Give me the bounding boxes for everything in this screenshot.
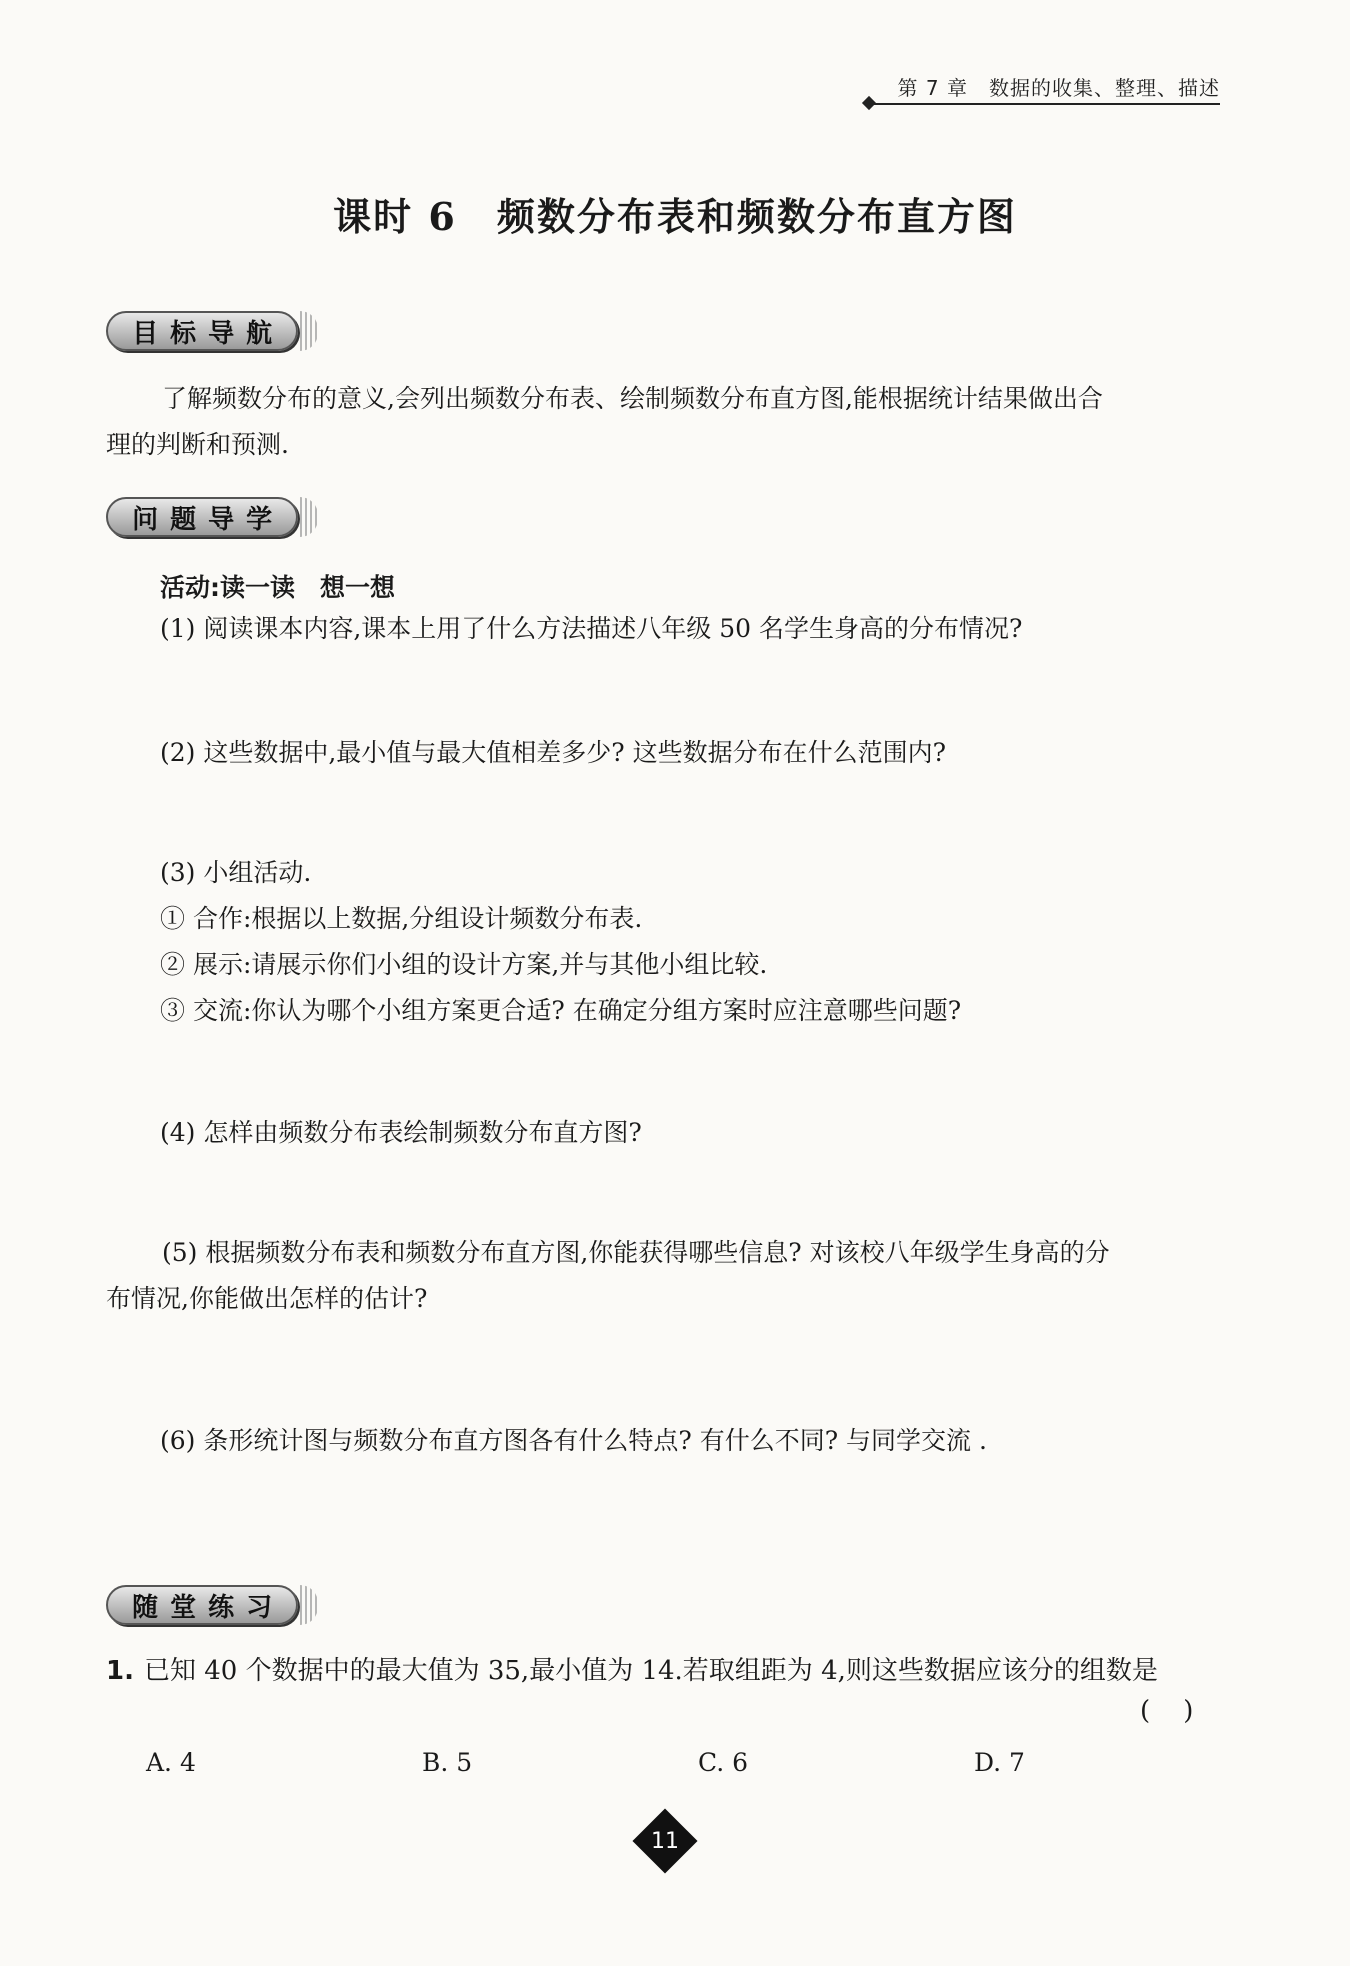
section-badge-guide bbox=[106, 494, 318, 540]
diamond-icon bbox=[862, 96, 876, 110]
exercise-1 bbox=[106, 1650, 1158, 1687]
question-2: (2) 这些数据中,最小值与最大值相差多少? 这些数据分布在什么范围内? bbox=[160, 738, 947, 767]
activity-heading: 活动:读一读 想一想 bbox=[160, 573, 395, 602]
section-label-guide: 问题导学 bbox=[106, 497, 298, 537]
section-badge-practice bbox=[106, 1582, 318, 1628]
question-3c: ③ 交流:你认为哪个小组方案更合适? 在确定分组方案时应注意哪些问题? bbox=[160, 996, 962, 1025]
section-label-goal: 目标导航 bbox=[106, 311, 298, 351]
exercise-text: 已知 40 个数据中的最大值为 35,最小值为 14.若取组距为 4,则这些数据应该分的组数是 bbox=[143, 1656, 1158, 1686]
badge-stripes bbox=[300, 497, 318, 537]
question-1: (1) 阅读课本内容,课本上用了什么方法描述八年级 50 名学生身高的分布情况? bbox=[160, 614, 1023, 643]
chapter-title: 第 7 章 数据的收集、整理、描述 bbox=[897, 76, 1220, 100]
goal-text-line-1: 了解频数分布的意义,会列出频数分布表、绘制频数分布直方图,能根据统计结果做出合 bbox=[162, 384, 1103, 413]
question-3a: ① 合作:根据以上数据,分组设计频数分布表. bbox=[160, 904, 643, 933]
chapter-header bbox=[870, 70, 1220, 104]
question-3b: ② 展示:请展示你们小组的设计方案,并与其他小组比较. bbox=[160, 950, 768, 979]
option-d: D. 7 bbox=[974, 1748, 1025, 1777]
goal-text-line-2: 理的判断和预测. bbox=[106, 430, 289, 459]
section-badge-goal bbox=[106, 308, 318, 354]
exercise-number: 1. bbox=[106, 1656, 134, 1686]
header-rule bbox=[870, 103, 1220, 105]
section-label-practice: 随堂练习 bbox=[106, 1585, 298, 1625]
badge-stripes bbox=[300, 311, 318, 351]
question-4: (4) 怎样由频数分布表绘制频数分布直方图? bbox=[160, 1118, 642, 1147]
option-a: A. 4 bbox=[146, 1748, 196, 1777]
page-number: 11 bbox=[651, 1828, 679, 1854]
option-b: B. 5 bbox=[422, 1748, 473, 1777]
question-5-line-2: 布情况,你能做出怎样的估计? bbox=[106, 1284, 428, 1313]
answer-blank: ( ) bbox=[1140, 1696, 1194, 1726]
badge-stripes bbox=[300, 1585, 318, 1625]
question-5-line-1: (5) 根据频数分布表和频数分布直方图,你能获得哪些信息? 对该校八年级学生身高的分 bbox=[162, 1238, 1110, 1267]
option-c: C. 6 bbox=[698, 1748, 749, 1777]
question-3: (3) 小组活动. bbox=[160, 858, 312, 887]
question-6: (6) 条形统计图与频数分布直方图各有什么特点? 有什么不同? 与同学交流 . bbox=[160, 1426, 987, 1455]
lesson-title: 课时 6 频数分布表和频数分布直方图 bbox=[333, 194, 1017, 239]
